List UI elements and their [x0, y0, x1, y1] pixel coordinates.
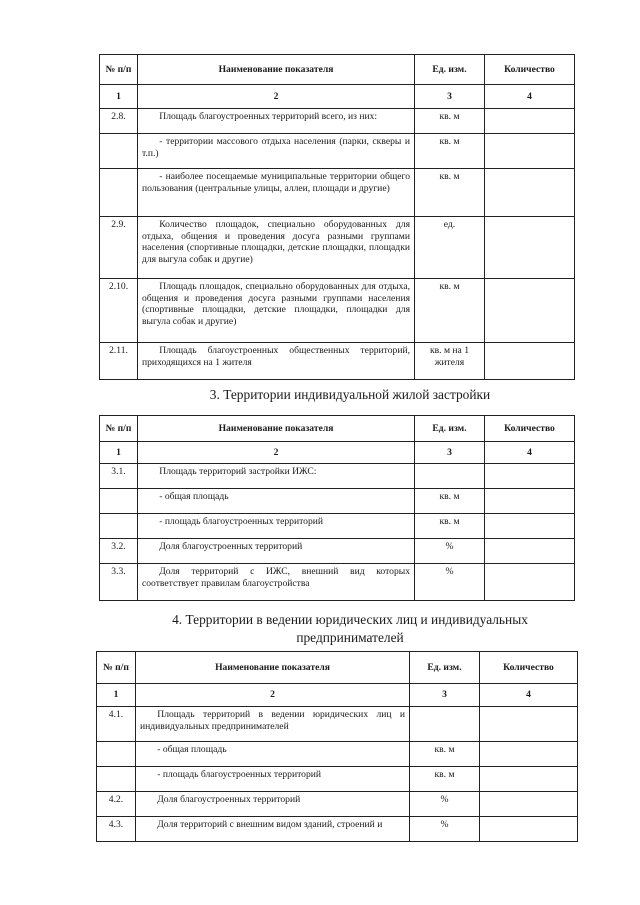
row-unit: кв. м [415, 514, 485, 539]
table-header-row [100, 416, 575, 442]
table-row [100, 539, 575, 564]
row-name-text: Площадь территорий в ведении юридических лиц и индивидуальных предпринимателей [140, 709, 405, 732]
header-unit: Ед. изм. [415, 55, 485, 85]
table-row [97, 792, 578, 817]
indicators-table-1 [99, 54, 575, 380]
row-qty [485, 514, 575, 539]
table-row [100, 564, 575, 601]
row-unit: % [415, 539, 485, 564]
table-row [97, 767, 578, 792]
row-name [138, 514, 415, 539]
row-qty [485, 109, 575, 134]
table-row [100, 514, 575, 539]
row-name-text: - общая площадь [159, 491, 229, 502]
row-name [138, 539, 415, 564]
row-unit: % [410, 792, 480, 817]
row-qty [485, 539, 575, 564]
row-qty [485, 169, 575, 217]
table-index-row [100, 85, 575, 109]
header-name: Наименование показателя [138, 55, 415, 85]
row-qty [480, 817, 578, 842]
row-qty [485, 217, 575, 279]
index-4: 4 [480, 684, 578, 707]
row-name-text: - площадь благоустроенных территорий [159, 516, 324, 527]
header-unit: Ед. изм. [410, 652, 480, 684]
row-name [138, 564, 415, 601]
row-qty [485, 564, 575, 601]
row-num [100, 514, 138, 539]
index-4: 4 [485, 85, 575, 109]
index-1: 1 [97, 684, 136, 707]
row-name [136, 707, 410, 742]
header-name: Наименование показателя [138, 416, 415, 442]
index-4: 4 [485, 442, 575, 464]
row-unit: кв. м на 1 жителя [415, 343, 485, 380]
table-row [97, 817, 578, 842]
table-header-row [97, 652, 578, 684]
header-num: № п/п [100, 416, 138, 442]
row-unit [410, 707, 480, 742]
table-row [97, 742, 578, 767]
row-name [138, 343, 415, 380]
row-num [100, 134, 138, 169]
row-name [136, 767, 410, 792]
indicators-table-3 [96, 651, 578, 842]
row-qty [485, 279, 575, 343]
row-unit: кв. м [415, 279, 485, 343]
row-name [138, 464, 415, 489]
row-name-text: Доля благоустроенных территорий [159, 541, 303, 552]
row-num: 2.11. [100, 343, 138, 380]
row-name-text: - территории массового отдыха населения (парки, скверы и т.п.) [142, 136, 410, 159]
row-qty [485, 489, 575, 514]
table-row [97, 707, 578, 742]
table-row [100, 279, 575, 343]
table-row [100, 217, 575, 279]
row-name [138, 134, 415, 169]
row-unit: кв. м [415, 489, 485, 514]
row-unit: кв. м [415, 169, 485, 217]
row-name-text: - наиболее посещаемые муниципальные территории общего пользования (центральные улицы, аллеи, площади и другие) [142, 171, 410, 194]
row-qty [485, 464, 575, 489]
indicators-table-2 [99, 415, 575, 601]
row-num: 3.2. [100, 539, 138, 564]
section-3-title: 3. Территории индивидуальной жилой застройки [209, 387, 491, 402]
row-name [136, 817, 410, 842]
row-num: 3.1. [100, 464, 138, 489]
row-name-text: Доля территорий с внешним видом зданий, строений и [157, 819, 383, 830]
row-name-text: Количество площадок, специально оборудованных для отдыха, общения и проведения досуга разными группами населения (спортивные площадки, детские площадки, площадки для выгула собак и другие) [142, 219, 410, 266]
index-3: 3 [415, 85, 485, 109]
row-num: 2.8. [100, 109, 138, 134]
row-unit: кв. м [410, 742, 480, 767]
row-unit: кв. м [415, 109, 485, 134]
row-name-text: Площадь благоустроенных общественных территорий, приходящихся на 1 жителя [142, 345, 410, 368]
table-index-row [100, 442, 575, 464]
index-2: 2 [136, 684, 410, 707]
table-row [100, 489, 575, 514]
header-qty: Количество [480, 652, 578, 684]
row-name-text: Площадь благоустроенных территорий всего, из них: [159, 111, 378, 122]
row-num [97, 767, 136, 792]
row-name-text: Доля территорий с ИЖС, внешний вид которых соответствует правилам благоустройства [142, 566, 410, 589]
row-name [138, 169, 415, 217]
row-unit: кв. м [410, 767, 480, 792]
row-num [100, 169, 138, 217]
row-name [138, 489, 415, 514]
row-qty [480, 792, 578, 817]
header-qty: Количество [485, 55, 575, 85]
row-unit: кв. м [415, 134, 485, 169]
row-num [97, 742, 136, 767]
row-unit: ед. [415, 217, 485, 279]
section-4-title-line1: 4. Территории в ведении юридических лиц и индивидуальных [172, 612, 528, 627]
row-num [100, 489, 138, 514]
table-row [100, 169, 575, 217]
header-num: № п/п [97, 652, 136, 684]
row-unit [415, 464, 485, 489]
row-name [136, 742, 410, 767]
table-index-row [97, 684, 578, 707]
row-name [138, 279, 415, 343]
row-num: 2.9. [100, 217, 138, 279]
row-name [138, 217, 415, 279]
row-qty [480, 742, 578, 767]
header-qty: Количество [485, 416, 575, 442]
row-num: 4.3. [97, 817, 136, 842]
row-qty [485, 343, 575, 380]
row-unit: % [410, 817, 480, 842]
row-name-text: Площадь площадок, специально оборудованных для отдыха, общения и проведения досуга разными группами населения (спортивные площадки, детские площадки, площадки для выгула собак и другие) [142, 281, 410, 328]
table-row [100, 134, 575, 169]
index-1: 1 [100, 442, 138, 464]
index-3: 3 [410, 684, 480, 707]
header-name: Наименование показателя [136, 652, 410, 684]
row-qty [485, 134, 575, 169]
row-num: 4.2. [97, 792, 136, 817]
row-name-text: Доля благоустроенных территорий [157, 794, 301, 805]
row-num: 2.10. [100, 279, 138, 343]
row-unit: % [415, 564, 485, 601]
section-4-title-line2: предпринимателей [296, 630, 404, 646]
table-row [100, 464, 575, 489]
index-2: 2 [138, 442, 415, 464]
row-name [136, 792, 410, 817]
index-3: 3 [415, 442, 485, 464]
row-qty [480, 767, 578, 792]
header-unit: Ед. изм. [415, 416, 485, 442]
row-name-text: Площадь территорий застройки ИЖС: [159, 466, 317, 477]
row-name-text: - общая площадь [157, 744, 227, 755]
row-num: 4.1. [97, 707, 136, 742]
index-2: 2 [138, 85, 415, 109]
row-name-text: - площадь благоустроенных территорий [157, 769, 322, 780]
index-1: 1 [100, 85, 138, 109]
table-header-row [100, 55, 575, 85]
table-row [100, 343, 575, 380]
header-num: № п/п [100, 55, 138, 85]
row-qty [480, 707, 578, 742]
section-4-title [80, 611, 620, 647]
table-row [100, 109, 575, 134]
row-name [138, 109, 415, 134]
row-num: 3.3. [100, 564, 138, 601]
